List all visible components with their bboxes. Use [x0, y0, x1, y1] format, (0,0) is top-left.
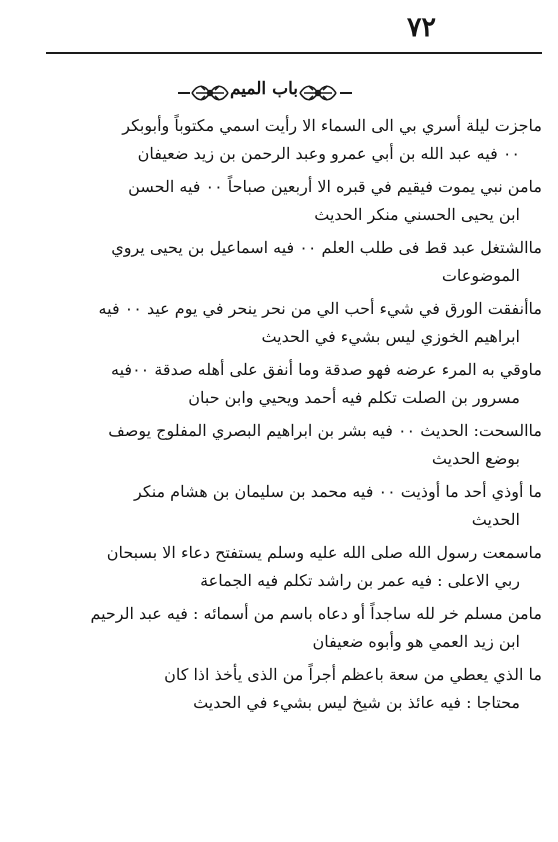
- heading-dash-left: [178, 92, 190, 94]
- hadith-entry: [30, 295, 542, 351]
- entry-line: بوضع الحديث: [431, 449, 520, 468]
- entry-line: ابراهيم الخوزي ليس بشيء في الحديث: [261, 327, 520, 346]
- entry-line: الموضوعات: [441, 266, 520, 285]
- hadith-entry: [30, 600, 542, 656]
- entry-line: ماجزت ليلة أسري بي الى السماء الا رأيت اسمي مكتوباً وأبوبكر: [122, 116, 542, 135]
- entry-line: مسرور بن الصلت تكلم فيه أحمد ويحيي وابن حبان: [188, 388, 520, 407]
- heading-dash-right: [340, 92, 352, 94]
- entry-line: محتاجا : فيه عائذ بن شيخ ليس بشيء في الحديث: [193, 693, 520, 712]
- entry-line: ٠٠ فيه عبد الله بن أبي عمرو وعبد الرحمن بن زيد ضعيفان: [137, 144, 520, 163]
- chapter-heading: [0, 74, 558, 116]
- entry-line: ماالسحت: الحديث ٠٠ فيه بشر بن ابراهيم البصري المفلوج يوصف: [108, 421, 542, 440]
- entry-line: ما الذي يعطي من سعة باعظم أجراً من الذى يأخذ اذا كان: [164, 665, 542, 684]
- entry-line: ماأنفقت الورق في شيء أحب الي من نحر ينحر في يوم عيد ٠٠ فيه: [98, 299, 542, 318]
- hadith-entry: [30, 356, 542, 412]
- entry-line: ماالشتغل عبد قط فى طلب العلم ٠٠ فيه اسماعيل بن يحيى يروي: [111, 238, 542, 257]
- header-rule: [46, 52, 542, 54]
- decorative-knot-icon: [298, 80, 338, 106]
- hadith-entry: [30, 661, 542, 717]
- hadith-entry: [30, 112, 542, 168]
- entry-line: ما أوذي أحد ما أوذيت ٠٠ فيه محمد بن سليمان بن هشام منكر: [134, 482, 542, 501]
- entry-line: ابن زيد العمي هو وأبوه ضعيفان: [312, 632, 520, 651]
- hadith-entry: [30, 478, 542, 534]
- entry-line: ماوقي به المرء عرضه فهو صدقة وما أنفق على أهله صدقة ٠٠فيه: [111, 360, 542, 379]
- hadith-entry: [30, 417, 542, 473]
- hadith-entry: [30, 173, 542, 229]
- entry-line: ماسمعت رسول الله صلى الله عليه وسلم يستفتح دعاء الا بسبحان: [106, 543, 542, 562]
- entry-line: ابن يحيى الحسني منكر الحديث: [314, 205, 520, 224]
- decorative-knot-icon: [190, 80, 230, 106]
- chapter-title: باب الميم: [229, 79, 298, 99]
- hadith-list: [30, 112, 542, 722]
- entry-line: مامن نبي يموت فيقيم في قبره الا أربعين صباحاً ٠٠ فيه الحسن: [128, 177, 542, 196]
- entry-line: الحديث: [471, 510, 520, 529]
- entry-line: ربي الاعلى : فيه عمر بن راشد تكلم فيه الجماعة: [200, 571, 520, 590]
- hadith-entry: [30, 234, 542, 290]
- page-number: ٧٢: [406, 12, 436, 43]
- hadith-entry: [30, 539, 542, 595]
- entry-line: مامن مسلم خر لله ساجداً أو دعاه باسم من أسمائه : فيه عبد الرحيم: [90, 604, 542, 623]
